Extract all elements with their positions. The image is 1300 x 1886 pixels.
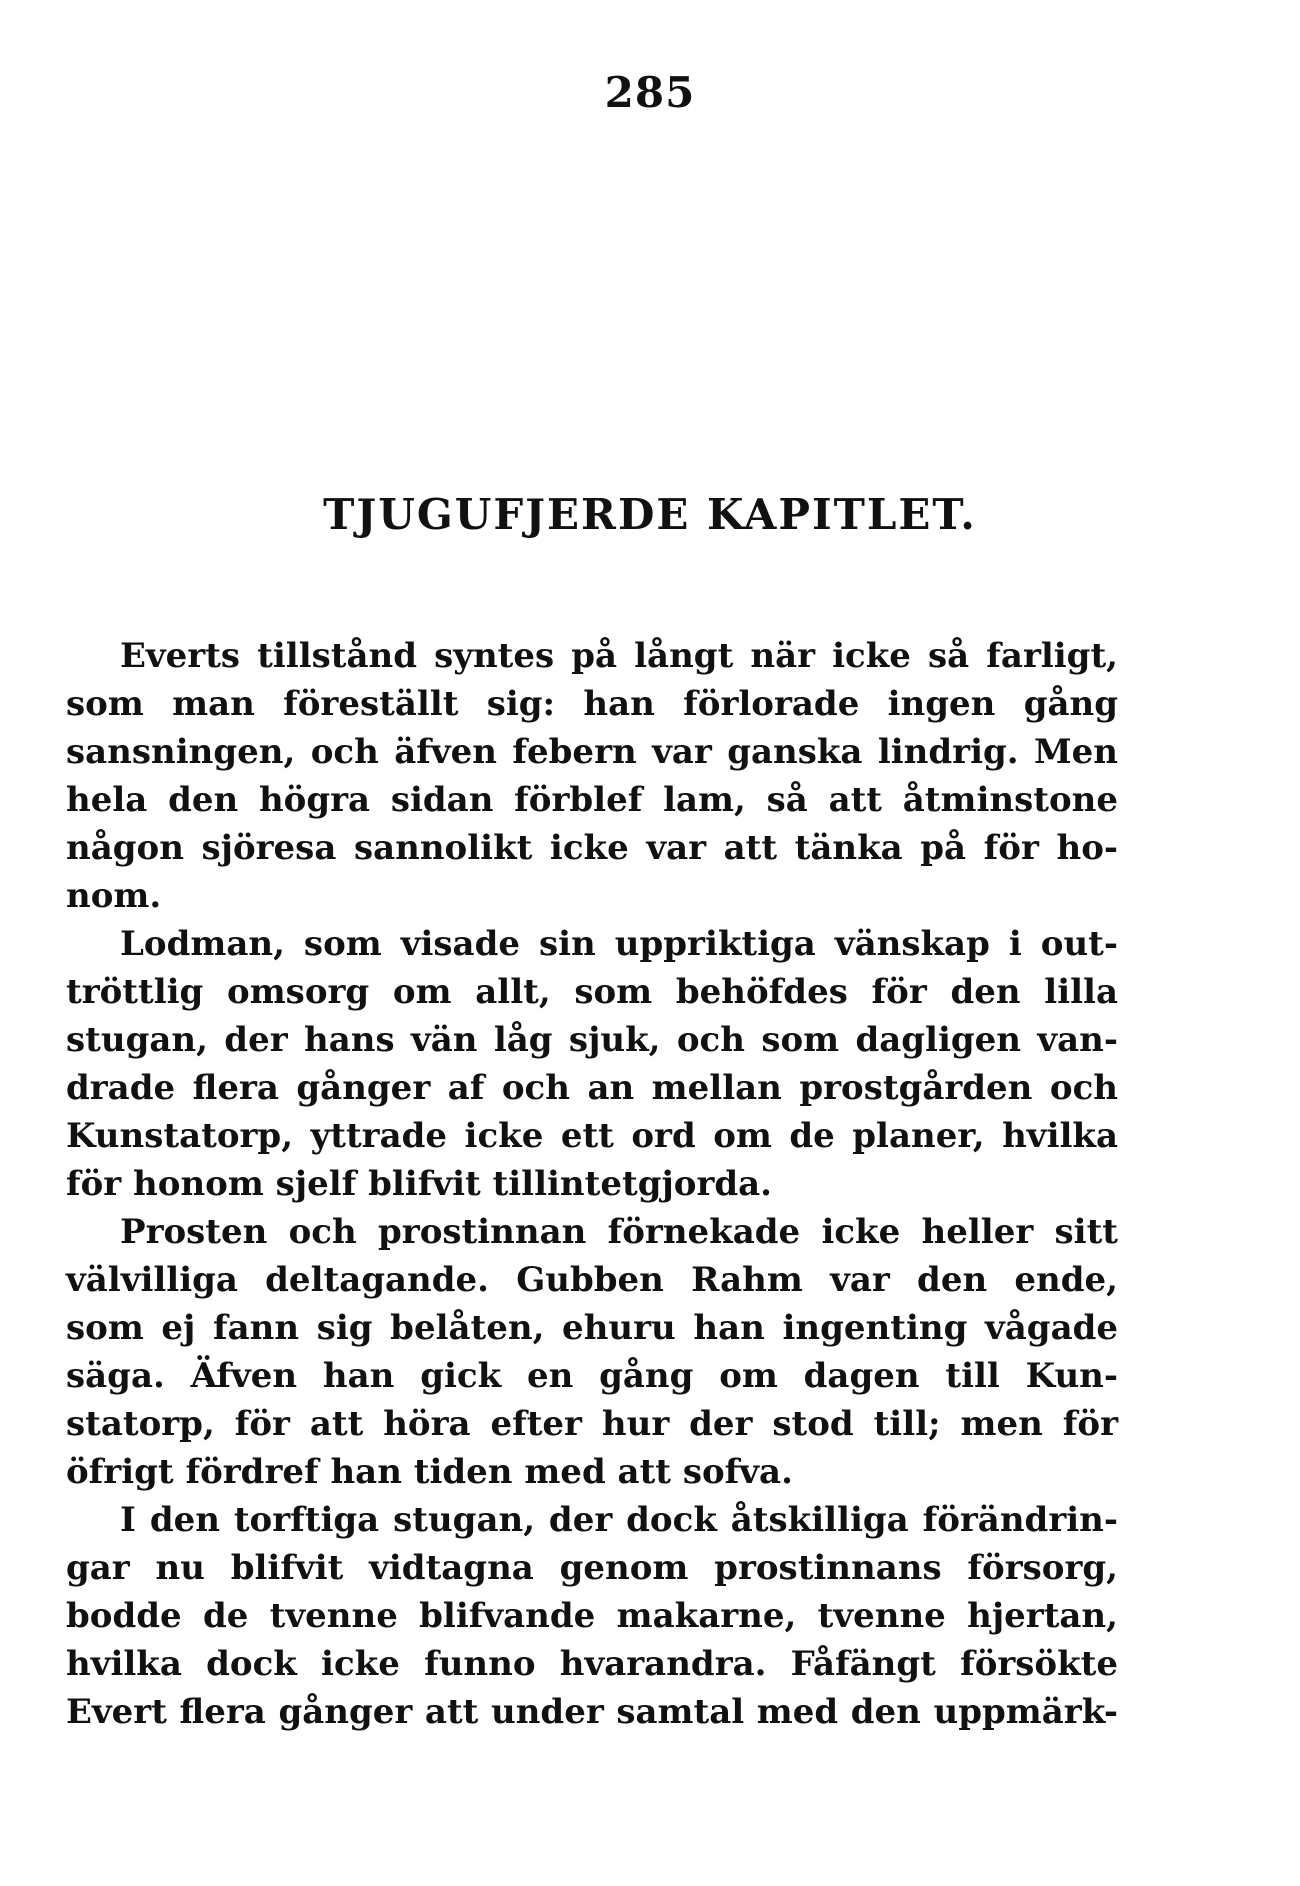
text-line: stugan, der hans vän låg sjuk, och som dagligen van- [66, 1020, 1118, 1060]
text-line: Prosten och prostinnan förnekade icke heller sitt [120, 1212, 1118, 1252]
text-line: säga. Äfven han gick en gång om dagen till Kun- [66, 1356, 1118, 1396]
text-line: gar nu blifvit vidtagna genom prostinnans försorg, [66, 1548, 1118, 1588]
text-line: Everts tillstånd syntes på långt när icke så farligt, [120, 636, 1118, 676]
text-line: Lodman, som visade sin uppriktiga vänskap i out- [120, 924, 1118, 964]
body-text [66, 632, 1118, 1736]
text-line: någon sjöresa sannolikt icke var att tänka på för ho- [66, 828, 1118, 868]
page-number: 285 [604, 68, 696, 117]
text-line: hela den högra sidan förblef lam, så att åtminstone [66, 780, 1118, 820]
text-line: som ej fann sig belåten, ehuru han ingenting vågade [66, 1308, 1118, 1348]
text-line: statorp, för att höra efter hur der stod till; men för [66, 1404, 1118, 1444]
text-line: tröttlig omsorg om allt, som behöfdes för den lilla [66, 972, 1118, 1012]
paragraph-2 [66, 920, 1118, 1208]
paragraph-4 [66, 1496, 1118, 1736]
text-line: nom. [66, 876, 162, 916]
text-line: drade flera gånger af och an mellan prostgården och [66, 1068, 1118, 1108]
text-line: Evert flera gånger att under samtal med den uppmärk- [66, 1692, 1118, 1732]
text-line: öfrigt fördref han tiden med att sofva. [66, 1452, 793, 1492]
text-line: I den torftiga stugan, der dock åtskilliga förändrin- [120, 1500, 1118, 1540]
paragraph-1 [66, 632, 1118, 920]
text-line: välvilliga deltagande. Gubben Rahm var den ende, [66, 1260, 1118, 1300]
text-line: för honom sjelf blifvit tillintetgjorda. [66, 1164, 772, 1204]
paragraph-3 [66, 1208, 1118, 1496]
text-line: bodde de tvenne blifvande makarne, tvenne hjertan, [66, 1596, 1118, 1636]
text-line: som man föreställt sig: han förlorade ingen gång [66, 684, 1118, 724]
text-line: sansningen, och äfven febern var ganska lindrig. Men [66, 732, 1118, 772]
chapter-title: TJUGUFJERDE KAPITLET. [323, 490, 977, 539]
text-line: Kunstatorp, yttrade icke ett ord om de planer, hvilka [66, 1116, 1118, 1156]
text-line: hvilka dock icke funno hvarandra. Fåfängt försökte [66, 1644, 1118, 1684]
